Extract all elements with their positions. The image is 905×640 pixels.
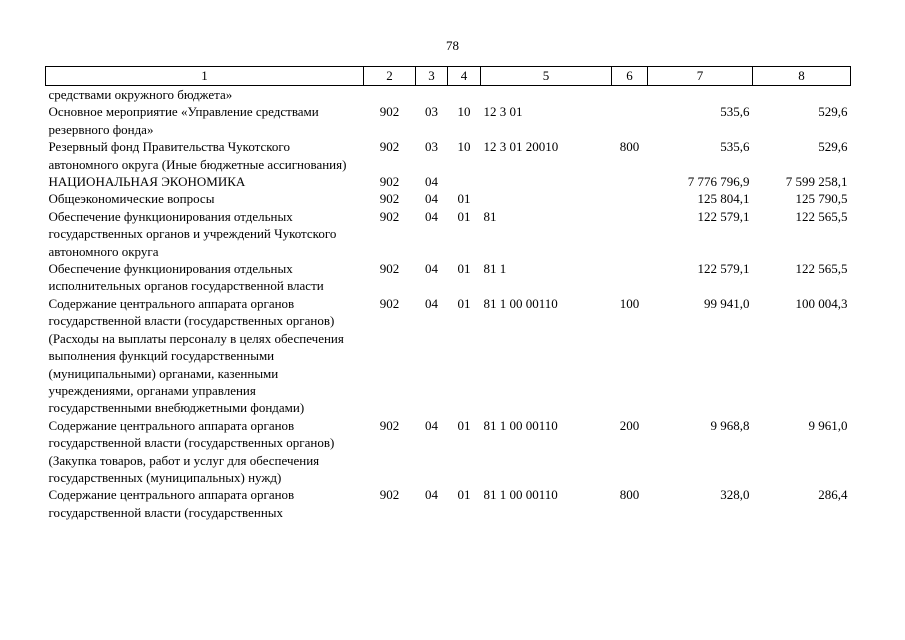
table-cell: 04 — [425, 174, 438, 190]
table-cell: 529,6 — [818, 139, 848, 155]
budget-table — [45, 66, 851, 521]
table-row — [46, 173, 851, 190]
table-cell: 286,4 — [818, 487, 848, 503]
table-cell: 04 — [425, 295, 438, 311]
table-row — [46, 138, 851, 173]
table-cell — [612, 86, 648, 104]
table-cell: 81 1 00 00110 — [483, 295, 558, 311]
table-cell: 100 — [619, 295, 640, 311]
column-header: 4 — [448, 67, 481, 86]
table-cell — [364, 86, 416, 104]
table-cell: 04 — [425, 261, 438, 277]
table-cell: 122 579,1 — [697, 208, 750, 224]
table-cell: 9 968,8 — [710, 417, 750, 433]
table-cell — [481, 190, 612, 207]
table-cell — [612, 103, 648, 138]
table-row — [46, 103, 851, 138]
table-cell: 01 — [457, 261, 471, 277]
table-cell: 200 — [619, 417, 640, 433]
table-cell: Обеспечение функционирования отдельных государственных органов и учреждений Чукотского автономного округа — [48, 208, 337, 259]
table-cell: Общеэкономические вопросы — [48, 191, 215, 207]
table-row — [46, 486, 851, 521]
table-cell — [416, 86, 448, 104]
table-cell: 902 — [379, 139, 400, 155]
table-cell: 01 — [457, 417, 471, 433]
table-cell: 9 961,0 — [808, 417, 848, 433]
table-cell: 7 599 258,1 — [785, 174, 848, 190]
table-cell — [448, 173, 481, 190]
table-row — [46, 190, 851, 207]
table-cell: 10 — [457, 104, 471, 120]
table-cell: 800 — [619, 139, 640, 155]
table-cell — [448, 86, 481, 104]
table-cell: 122 565,5 — [795, 261, 848, 277]
table-cell: 01 — [457, 191, 471, 207]
table-cell: 535,6 — [720, 139, 750, 155]
page-number: 78 — [446, 38, 459, 53]
table-cell — [612, 173, 648, 190]
table-cell: 01 — [457, 208, 471, 224]
table-row — [46, 295, 851, 417]
table-cell: 81 1 00 00110 — [483, 487, 558, 503]
table-cell: 902 — [379, 261, 400, 277]
table-cell: 99 941,0 — [704, 295, 750, 311]
column-header: 1 — [46, 67, 364, 86]
table-cell — [481, 86, 612, 104]
table-cell: 902 — [379, 417, 400, 433]
table-cell: Содержание центрального аппарата органов государственной власти (государственных органов) (Расходы на выплаты персоналу в целях обеспечения выполнения функций государственными (муниципальными) органами, казенными учреждениями, органами управления государственными внебюджетными фондами) — [48, 295, 344, 416]
table-cell: 535,6 — [720, 104, 750, 120]
table-cell: 04 — [425, 191, 438, 207]
table-cell: Содержание центрального аппарата органов государственной власти (государственных — [48, 487, 295, 520]
table-cell: 328,0 — [720, 487, 750, 503]
table-cell: 125 790,5 — [795, 191, 848, 207]
table-cell: НАЦИОНАЛЬНАЯ ЭКОНОМИКА — [48, 174, 246, 190]
table-cell: 529,6 — [818, 104, 848, 120]
table-body — [46, 86, 851, 522]
table-cell: 125 804,1 — [697, 191, 750, 207]
table-cell: 81 — [483, 208, 497, 224]
table-row — [46, 208, 851, 260]
column-header: 7 — [648, 67, 753, 86]
column-header: 6 — [612, 67, 648, 86]
table-cell: 902 — [379, 295, 400, 311]
table-cell: Содержание центрального аппарата органов государственной власти (государственных органов) (Закупка товаров, работ и услуг для обеспечения государственных (муниципальных) нужд) — [48, 417, 335, 485]
table-cell — [612, 260, 648, 295]
table-cell: средствами окружного бюджета» — [48, 87, 233, 102]
table-cell: 800 — [619, 487, 640, 503]
table-cell: 122 579,1 — [697, 261, 750, 277]
column-header: 3 — [416, 67, 448, 86]
table-cell: 81 1 00 00110 — [483, 417, 558, 433]
table-cell: 902 — [379, 104, 400, 120]
table-cell: 04 — [425, 417, 438, 433]
table-cell: 03 — [425, 104, 438, 120]
table-cell — [481, 173, 612, 190]
table-cell: Основное мероприятие «Управление средствами резервного фонда» — [48, 104, 319, 137]
table-cell: 81 1 — [483, 261, 507, 277]
table-cell: 10 — [457, 139, 471, 155]
table-cell: 902 — [379, 191, 400, 207]
table-cell: 12 3 01 — [483, 104, 523, 120]
table-cell: 04 — [425, 487, 438, 503]
column-header: 2 — [364, 67, 416, 86]
table-cell: Обеспечение функционирования отдельных исполнительных органов государственной власти — [48, 261, 324, 294]
table-cell — [612, 208, 648, 260]
table-row — [46, 86, 851, 104]
table-cell — [753, 86, 851, 104]
table-cell: 902 — [379, 487, 400, 503]
table-cell: 7 776 796,9 — [687, 174, 750, 190]
table-cell: 04 — [425, 208, 438, 224]
table-cell: 03 — [425, 139, 438, 155]
table-cell: 01 — [457, 487, 471, 503]
column-header: 5 — [481, 67, 612, 86]
table-cell — [612, 190, 648, 207]
table-row — [46, 260, 851, 295]
table-cell: 12 3 01 20010 — [483, 139, 559, 155]
table-header-row — [46, 67, 851, 86]
table-cell: 902 — [379, 208, 400, 224]
table-cell: 902 — [379, 174, 400, 190]
table-cell: 01 — [457, 295, 471, 311]
table-cell: 122 565,5 — [795, 208, 848, 224]
column-header: 8 — [753, 67, 851, 86]
table-row — [46, 417, 851, 487]
table-cell — [648, 86, 753, 104]
table-cell: Резервный фонд Правительства Чукотского автономного округа (Иные бюджетные ассигнования) — [48, 139, 347, 172]
table-cell: 100 004,3 — [795, 295, 848, 311]
